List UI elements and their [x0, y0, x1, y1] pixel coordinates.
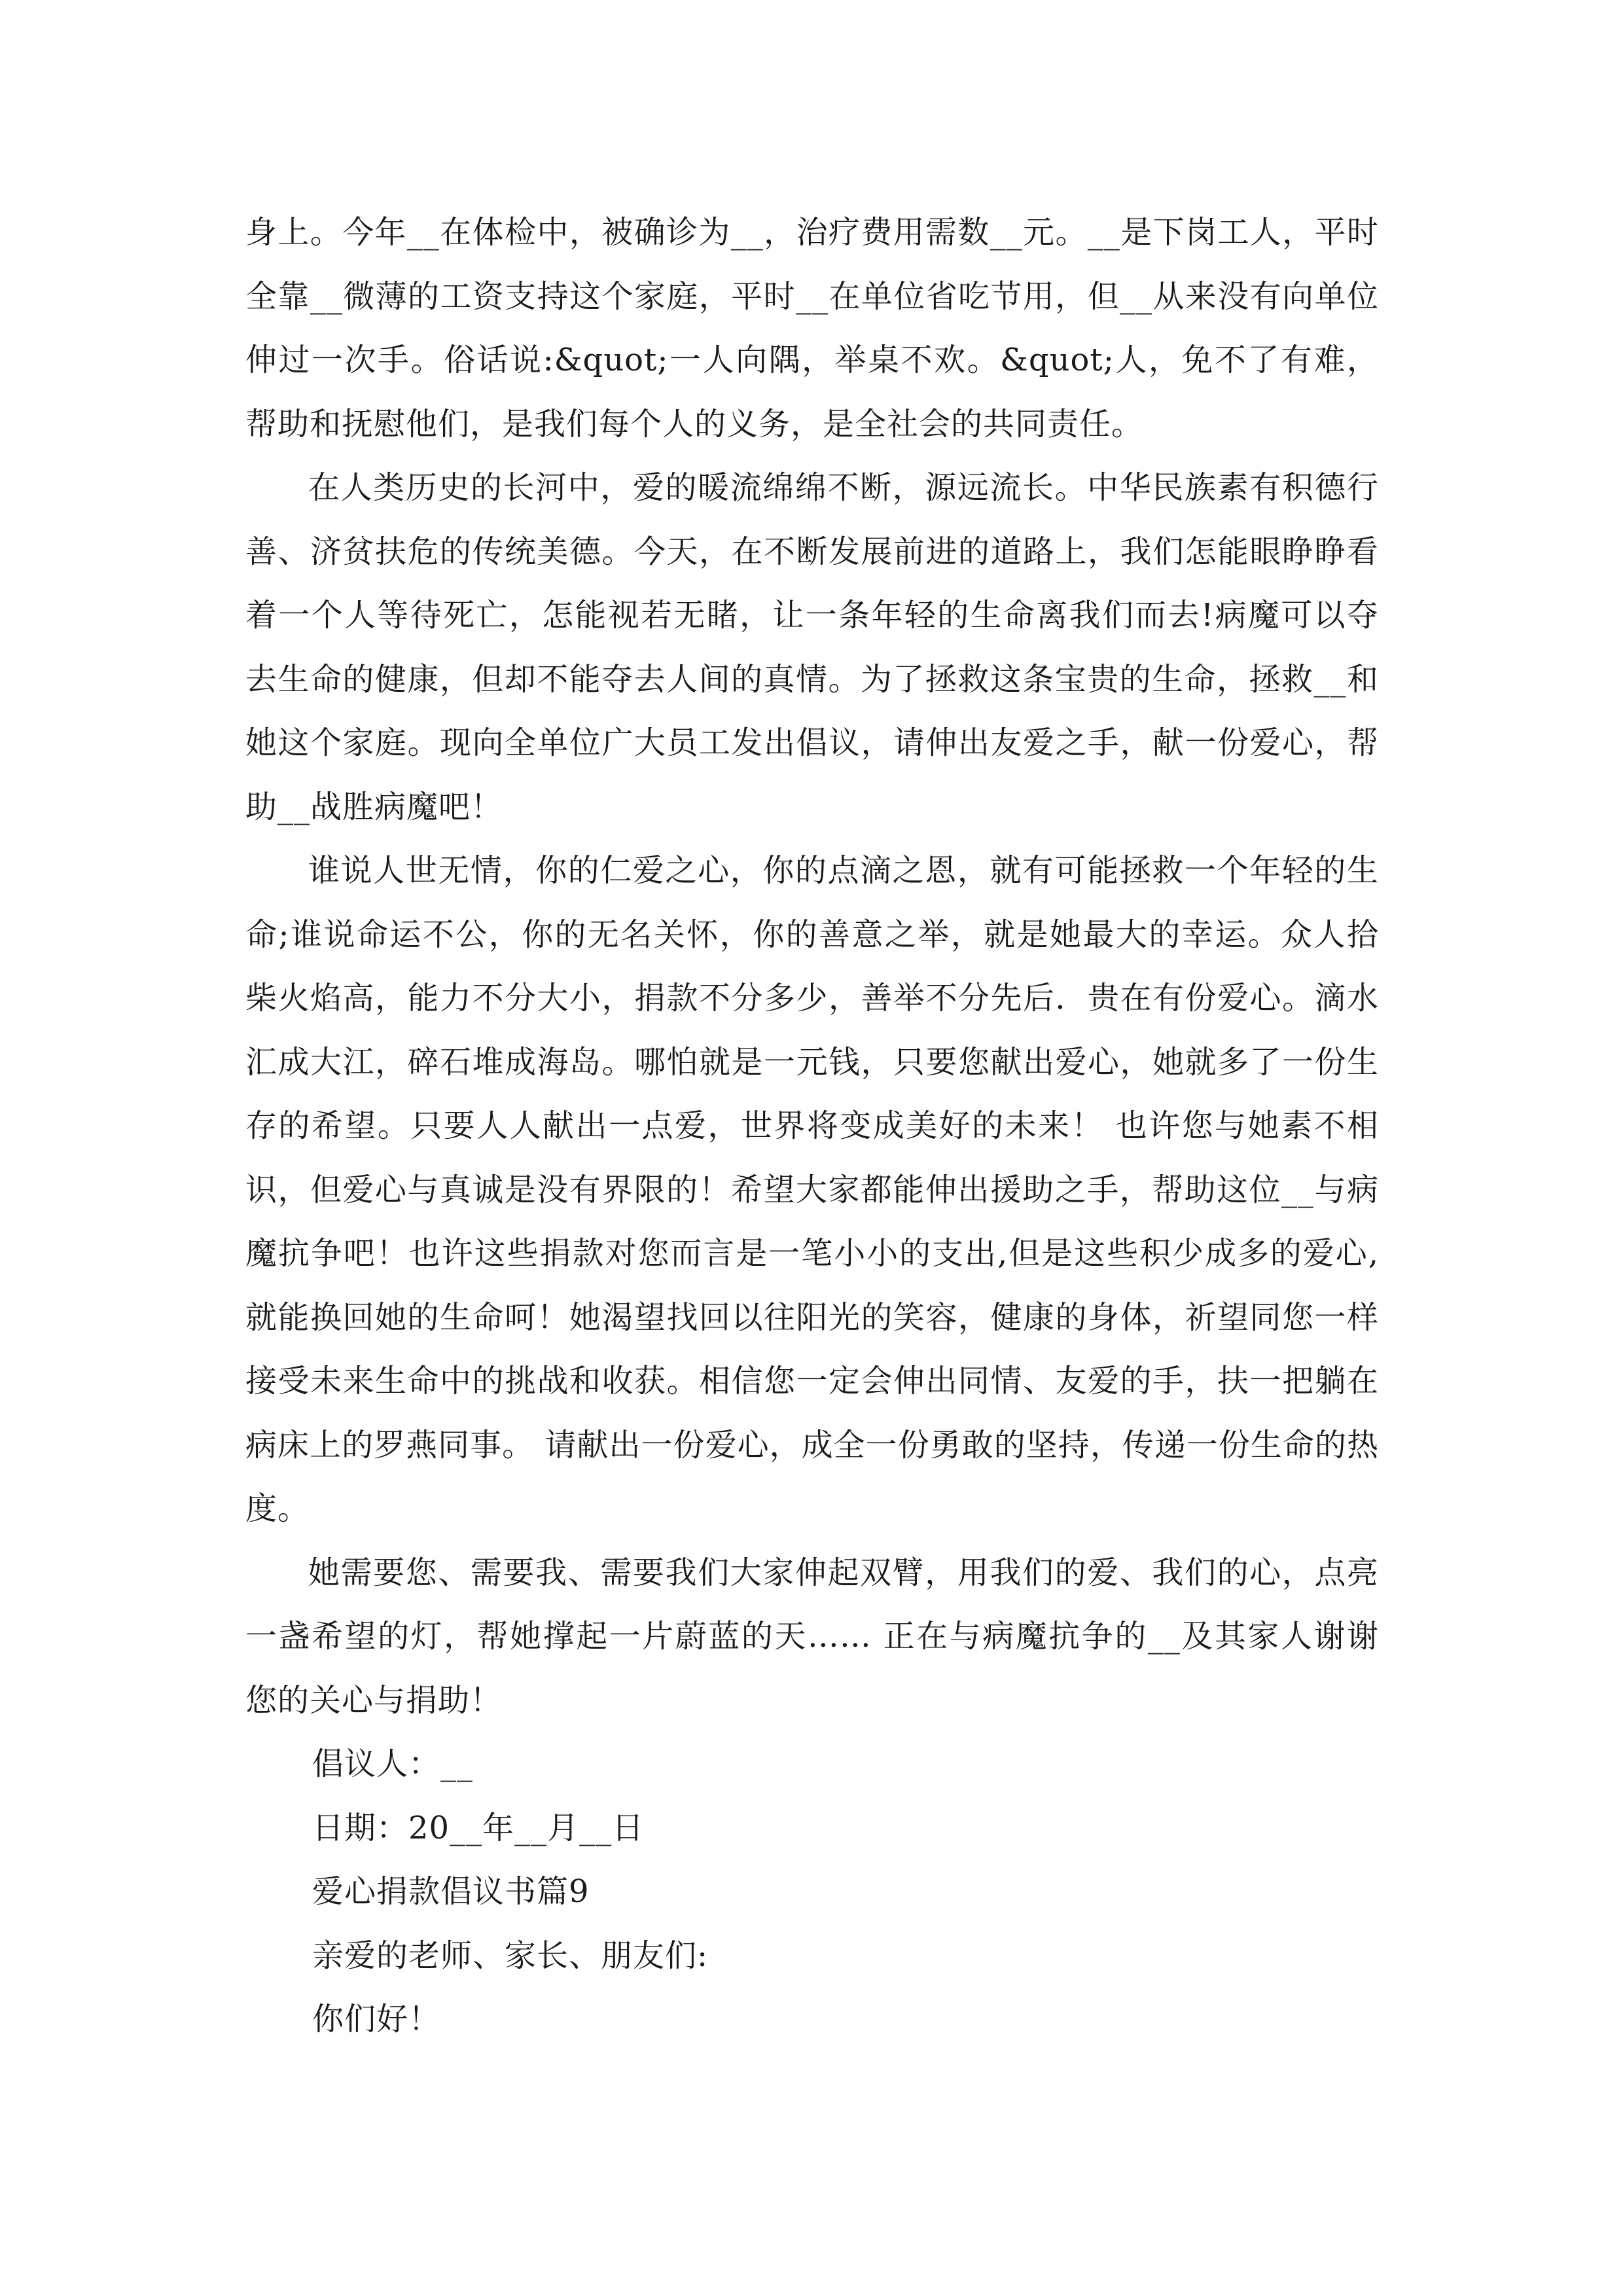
- paragraph-closing: 她需要您、需要我、需要我们大家伸起双臂，用我们的爱、我们的心，点亮一盏希望的灯，帮她撑起一片蔚蓝的天…… 正在与病魔抗争的__及其家人谢谢您的关心与捐助！: [245, 1554, 1379, 1719]
- salutation-line: 亲爱的老师、家长、朋友们:: [312, 1937, 709, 1974]
- date-line: 日期：20__年__月__日: [312, 1809, 645, 1846]
- paragraph-appeal: 谁说人世无情，你的仁爱之心，你的点滴之恩，就有可能拯救一个年轻的生命;谁说命运不公，你的无名关怀，你的善意之举，就是她最大的幸运。众人拾柴火焰高，能力不分大小，捐款不分多少，善举不分先后．贵在有份爱心。滴水汇成大江，碎石堆成海岛。哪怕就是一元钱，只要您献出爱心，她就多了一份生存的希望。只要人人献出一点爱，世界将变成美好的未来！ 也许您与她素不相识，但爱心与真诚是没有界限的！希望大家都能伸出援助之手，帮助这位__与病魔抗争吧！也许这些捐款对您而言是一笔小小的支出,但是这些积少成多的爱心,就能换回她的生命呵！她渴望找回以往阳光的笑容，健康的身体，祈望同您一样接受未来生命中的挑战和收获。相信您一定会伸出同情、友爱的手，扶一把躺在病床上的罗燕同事。 请献出一份爱心，成全一份勇敢的坚持，传递一份生命的热度。: [245, 852, 1379, 1527]
- paragraph-continuation: 身上。今年__在体检中，被确诊为__，治疗费用需数__元。__是下岗工人，平时全靠__微薄的工资支持这个家庭，平时__在单位省吃节用，但__从来没有向单位伸过一次手。俗话说:&quot;一人向隅，举桌不欢。&quot;人，免不了有难，帮助和抚慰他们，是我们每个人的义务，是全社会的共同责任。: [245, 214, 1379, 442]
- document-body: [245, 201, 1379, 2052]
- section-heading: 爱心捐款倡议书篇9: [312, 1873, 590, 1910]
- paragraph-history: 在人类历史的长河中，爱的暖流绵绵不断，源远流长。中华民族素有积德行善、济贫扶危的传统美德。今天，在不断发展前进的道路上，我们怎能眼睁睁看着一个人等待死亡，怎能视若无睹，让一条年轻的生命离我们而去!病魔可以夺去生命的健康，但却不能夺去人间的真情。为了拯救这条宝贵的生命，拯救__和她这个家庭。现向全单位广大员工发出倡议，请伸出友爱之手，献一份爱心，帮助__战胜病魔吧！: [245, 469, 1379, 825]
- greeting-line: 你们好！: [312, 2001, 441, 2037]
- initiator-line: 倡议人：__: [312, 1746, 474, 1782]
